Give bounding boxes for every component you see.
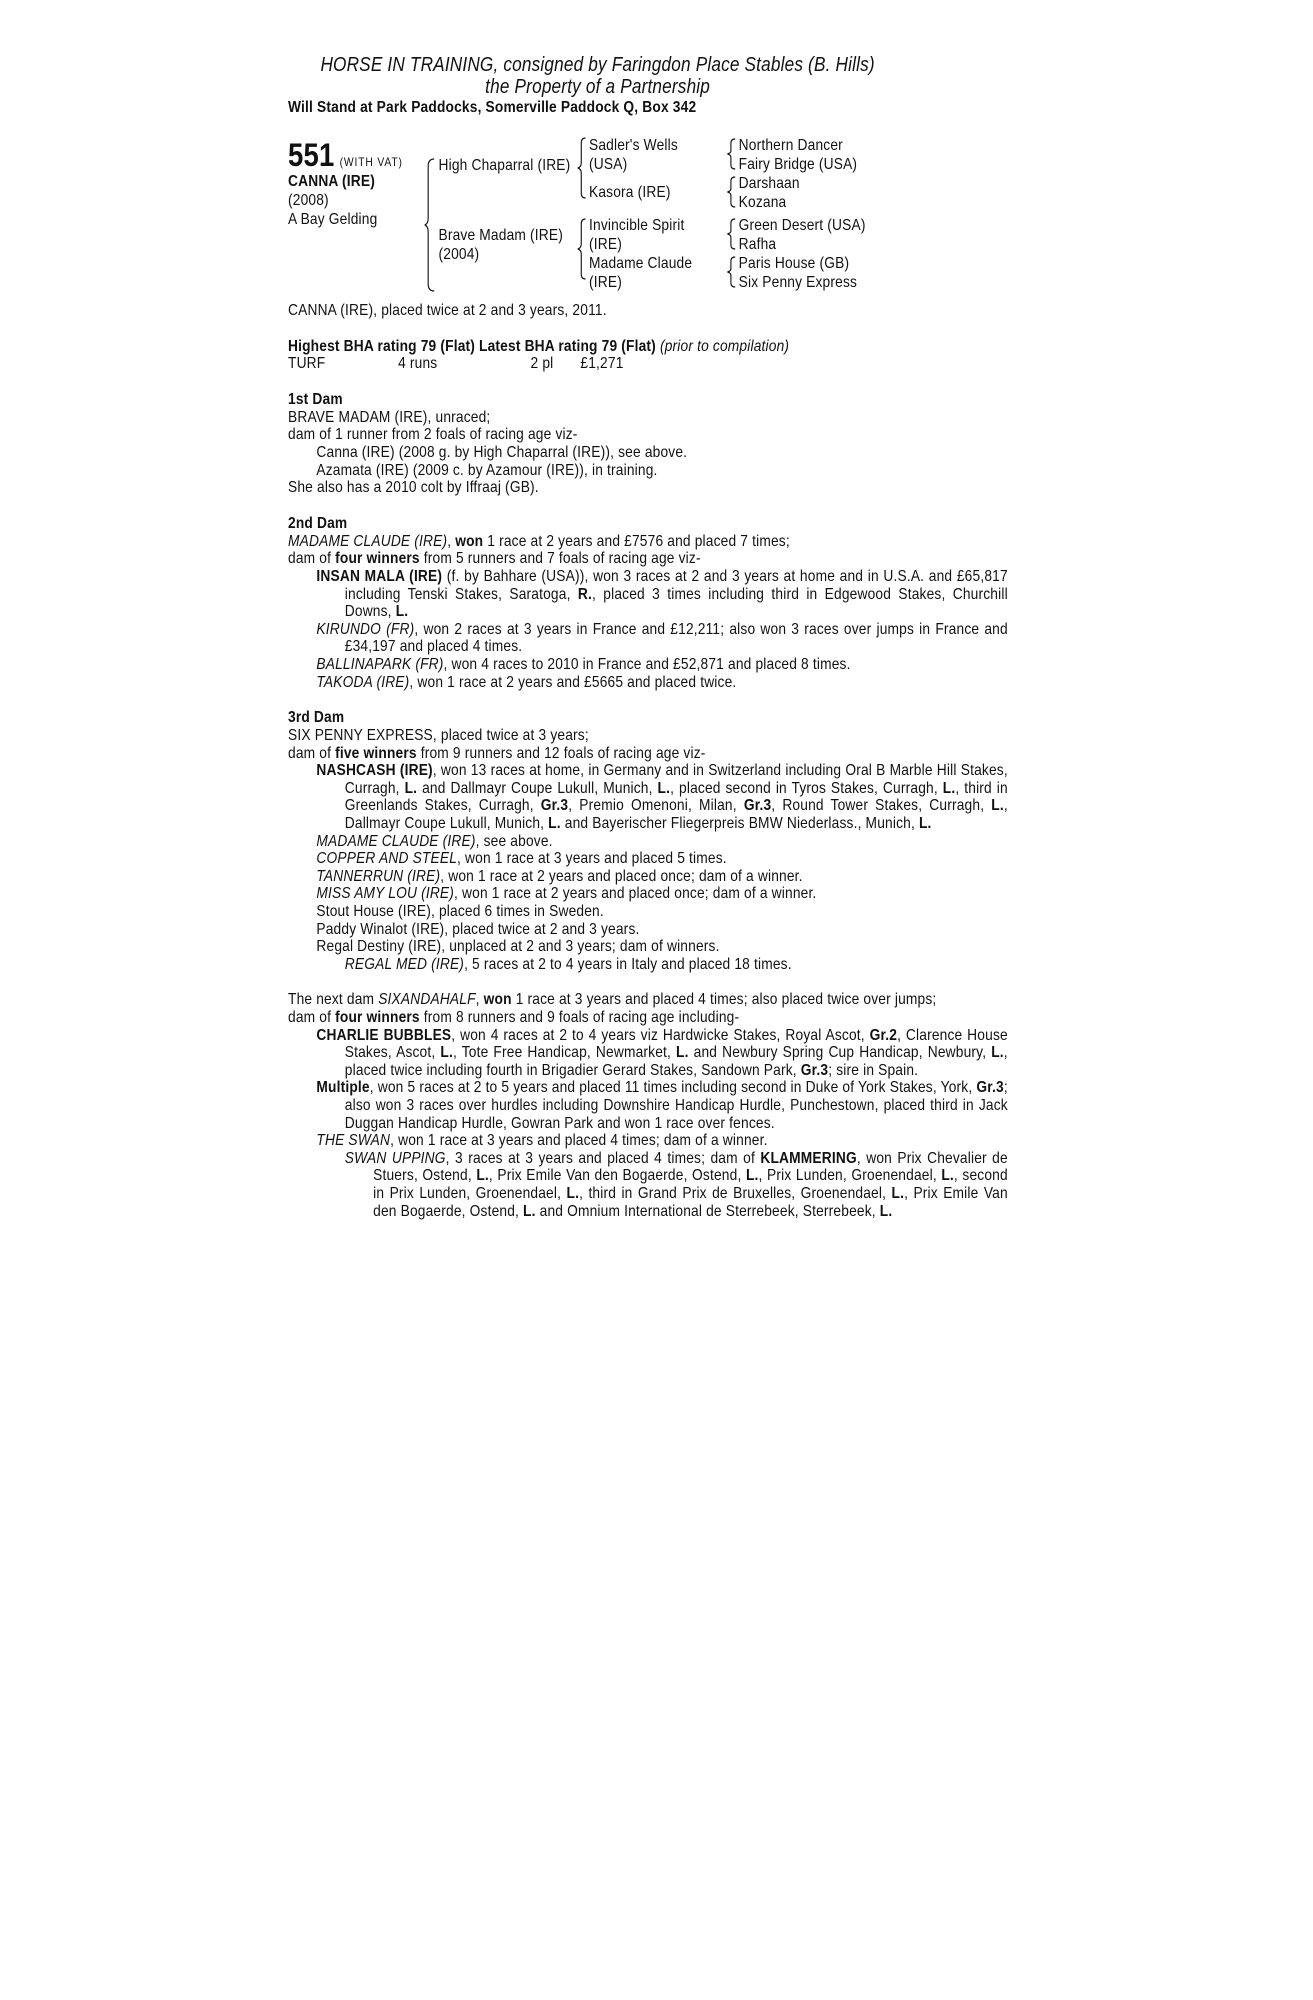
next-dam-produce-summary: dam of four winners from 8 runners and 9 foals of racing age including- [288,1009,740,1026]
pedigree-sire: High Chaparral (IRE) [438,157,571,174]
produce-insan-mala: INSAN MALA (IRE) (f. by Bahhare (USA)), won 3 races at 2 and 3 years at home and in U.S.A. and £65,817 including Tenski Stakes, Saratoga, R., placed 3 times including third in Edgewood Stakes, Churchill Downs, L. [316,567,1008,621]
second-dam-line: MADAME CLAUDE (IRE), won 1 race at 2 years and £7576 and placed 7 times; [288,532,790,550]
pedigree-g3-sds: Darshaan [738,175,800,192]
pedigree-g3-dss: Green Desert (USA) [738,217,866,234]
horse-year: (2008) [288,192,329,209]
pedigree-brace-g3-4 [727,256,737,288]
header-property: the Property of a Partnership [485,76,711,98]
catalogue-page [288,54,1008,1220]
produce-tannerrun: TANNERRUN (IRE), won 1 race at 2 years and placed once; dam of a winner. [316,867,803,885]
first-dam-line: BRAVE MADAM (IRE), unraced; [288,408,491,426]
horse-description: A Bay Gelding [288,211,378,228]
produce-the-swan: THE SWAN, won 1 race at 3 years and placed 4 times; dam of a winner. [316,1132,768,1150]
pedigree-sire-sire: Sadler's Wells [589,137,678,154]
produce-regal-med: REGAL MED (IRE), 5 races at 2 to 4 years in Italy and placed 18 times. [344,955,792,973]
vat-note: (WITH VAT) [339,155,403,169]
pedigree-dam-dam-country: (IRE) [589,274,622,291]
first-dam-heading: 1st Dam [288,390,343,408]
second-dam-produce-summary: dam of four winners from 5 runners and 7 foals of racing age viz- [288,550,701,568]
pedigree-g3-sss: Northern Dancer [738,137,843,154]
produce-charlie-bubbles: CHARLIE BUBBLES, won 4 races at 2 to 4 years viz Hardwicke Stakes, Royal Ascot, Gr.2, Clarence House Stakes, Ascot, L., Tote Free Handicap, Newmarket, L. and Newbury Spring Cup Handicap, Newbury, L., placed twice including fourth in Brigadier Gerard Stakes, Sandown Park, Gr.3; sire in Spain. [316,1026,1008,1079]
pedigree-g3-ddd: Six Penny Express [738,274,858,291]
pedigree-g3-dds: Paris House (GB) [738,255,850,272]
pedigree-dam-sire-country: (IRE) [589,236,622,253]
lot-info [288,138,403,229]
produce-madame-claude: MADAME CLAUDE (IRE), see above. [316,832,553,850]
pedigree-dam-sire: Invincible Spirit [589,217,685,234]
third-dam-heading: 3rd Dam [288,709,345,727]
produce-paddy-winalot: Paddy Winalot (IRE), placed twice at 2 and 3 years. [316,920,640,938]
horse-summary: CANNA (IRE), placed twice at 2 and 3 years, 2011. [288,302,607,319]
produce-regal-destiny: Regal Destiny (IRE), unplaced at 2 and 3 years; dam of winners. [316,938,720,956]
horse-name: CANNA (IRE) [288,173,375,190]
produce-kirundo: KIRUNDO (FR), won 2 races at 3 years in France and £12,211; also won 3 races over jumps in France and £34,197 and placed 4 times. [316,620,1008,656]
pedigree-dam: Brave Madam (IRE) [438,227,564,244]
pedigree-dam-dam: Madame Claude [589,255,693,272]
pedigree-sire-sire-country: (USA) [589,156,628,173]
catalogue-body [288,302,1008,1220]
pedigree-g3-ssd: Fairy Bridge (USA) [738,156,858,173]
produce-multiple: Multiple, won 5 races at 2 to 5 years and placed 11 times including second in Duke of York Stakes, York, Gr.3; also won 3 races over hurdles including Downshire Handicap Hurdle, Punchestown, placed third in Jack Duggan Handicap Hurdle, Gowran Park and won 1 race over fences. [316,1079,1008,1132]
race-record: TURF 4 runs 2 pl £1,271 [288,355,624,373]
produce-ballinapark: BALLINAPARK (FR), won 4 races to 2010 in France and £52,871 and placed 8 times. [316,655,851,673]
third-dam-line: SIX PENNY EXPRESS, placed twice at 3 years; [288,727,589,745]
produce-miss-amy-lou: MISS AMY LOU (IRE), won 1 race at 2 years and placed once; dam of a winner. [316,885,817,903]
pedigree-dam-year: (2004) [438,246,480,263]
next-dam-line: The next dam SIXANDAHALF, won 1 race at 3 years and placed 4 times; also placed twice over jumps; [288,991,937,1009]
produce-copper-and-steel: COPPER AND STEEL, won 1 race at 3 years and placed 5 times. [316,850,727,868]
header-stand: Will Stand at Park Paddocks, Somerville Paddock Q, Box 342 [288,99,697,116]
first-dam-note: She also has a 2010 colt by Iffraaj (GB). [288,479,539,497]
second-dam-heading: 2nd Dam [288,514,348,532]
lot-pedigree-block [288,132,1008,302]
pedigree-brace-dam [577,218,587,280]
third-dam-produce-summary: dam of five winners from 9 runners and 12 foals of racing age viz- [288,744,706,762]
pedigree-brace-g3-3 [727,218,737,250]
first-dam-produce-summary: dam of 1 runner from 2 foals of racing age viz- [288,426,578,444]
rating-line: Highest BHA rating 79 (Flat) Latest BHA rating 79 (Flat) (prior to compilation) [288,337,790,355]
produce-takoda: TAKODA (IRE), won 1 race at 2 years and £5665 and placed twice. [316,673,737,691]
pedigree-g3-sdd: Kozana [738,194,787,211]
produce-swan-upping: SWAN UPPING, 3 races at 3 years and placed 4 times; dam of KLAMMERING, won Prix Chevalier de Stuers, Ostend, L., Prix Emile Van den Bogaerde, Ostend, L., Prix Lunden, Groenendael, L., second in Prix Lunden, Groenendael, L., third in Grand Prix de Bruxelles, Groenendael, L., Prix Emile Van den Bogaerde, Ostend, L. and Omnium International de Sterrebeek, Sterrebeek, L. [344,1149,1008,1220]
first-dam-produce-1: Canna (IRE) (2008 g. by High Chaparral (IRE)), see above. [316,443,688,461]
lot-number: 551 [288,137,335,173]
pedigree-brace-main [424,158,436,292]
pedigree-g3-dsd: Rafha [738,236,777,253]
pedigree-brace-g3-1 [727,138,737,170]
first-dam-produce-2: Azamata (IRE) (2009 c. by Azamour (IRE)), in training. [316,461,658,479]
produce-stout-house: Stout House (IRE), placed 6 times in Sweden. [316,903,604,921]
pedigree-brace-g3-2 [727,176,737,208]
produce-nashcash: NASHCASH (IRE), won 13 races at home, in Germany and in Switzerland including Oral B Marble Hill Stakes, Curragh, L. and Dallmayr Coupe Lukull, Munich, L., placed second in Tyros Stakes, Curragh, L., third in Greenlands Stakes, Curragh, Gr.3, Premio Omenoni, Milan, Gr.3, Round Tower Stakes, Curragh, L., Dallmayr Coupe Lukull, Munich, L. and Bayerischer Fliegerpreis BMW Niederlass., Munich, L. [316,762,1008,833]
header-consignor: HORSE IN TRAINING, consigned by Faringdon Place Stables (B. Hills) [320,54,875,76]
page-content [288,54,1008,1220]
pedigree-sire-dam: Kasora (IRE) [589,184,671,201]
pedigree-brace-sire [577,137,587,199]
